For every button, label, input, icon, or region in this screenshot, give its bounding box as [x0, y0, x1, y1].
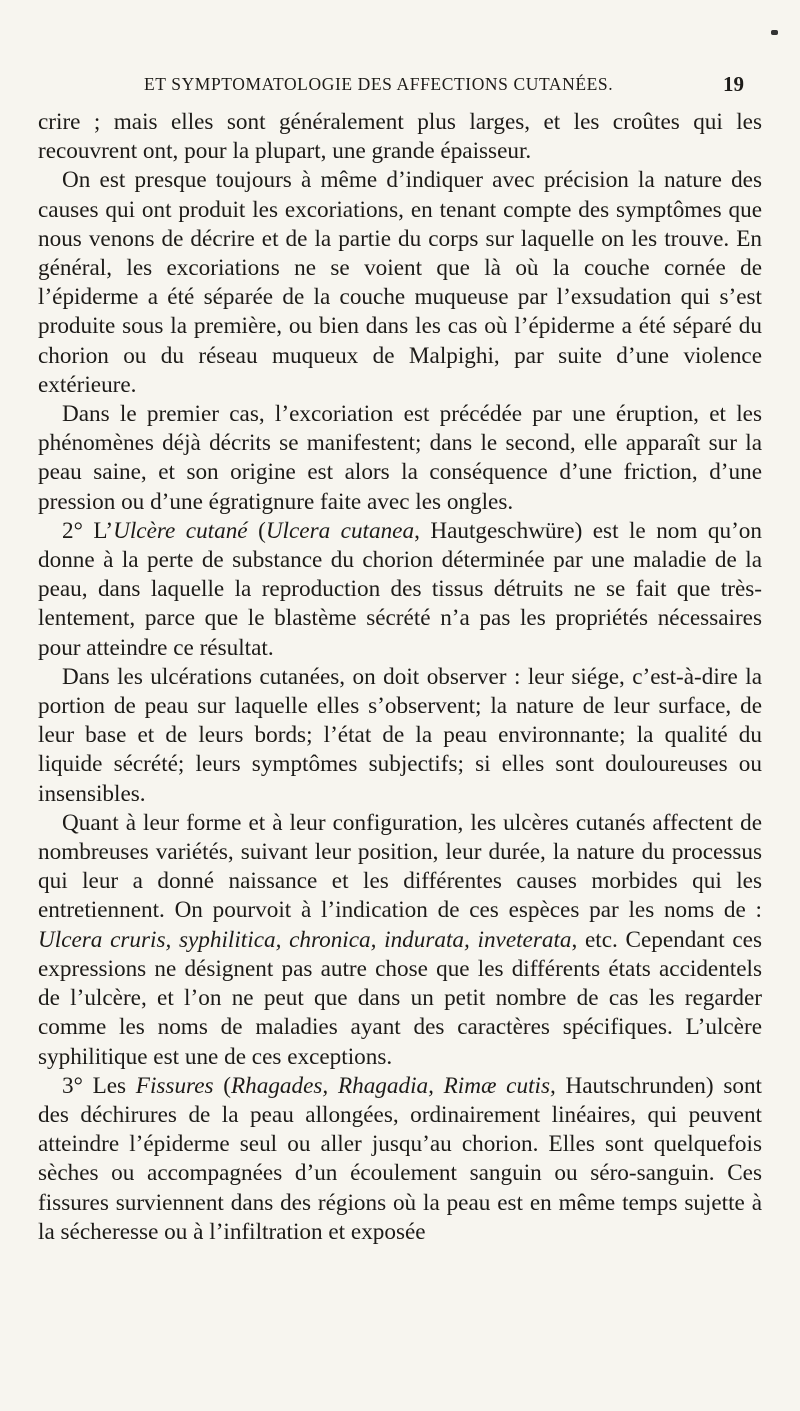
text-run: Quant à leur forme et à leur configuration, les ulcères cutanés affectent de nombreuses variétés, suivant leur position, leur durée, la nature du processus qui leur a donné naissance et les différentes causes morbides qui les entretiennent. On pourvoit à l’indication de ces espèces par les noms de :: [38, 809, 762, 924]
text-run: , etc. Cependant ces expressions ne désignent pas autre chose que les différents états accidentels de l’ulcère, et l’on ne peut que dans un petit nombre de cas les regarder comme les noms de maladies ayant des caractères spécifiques. L’ulcère syphilitique est une de ces exceptions.: [38, 926, 762, 1070]
paragraph-fissures: [38, 1072, 762, 1247]
paragraph-ulcere-cutane: [38, 517, 762, 663]
text-run: 2° L’: [62, 517, 114, 544]
italic-term: Fissures: [135, 1072, 214, 1099]
page-number: 19: [723, 72, 744, 96]
text-run: Hautschrunden) sont des déchirures de la peau allongées, ordinairement linéaires, qui peuvent atteindre l’épiderme seul ou aller jusqu’au chorion. Elles sont quelquefois sèches ou accompagnées d’un écoulement sanguin ou séro-sanguin. Ces fissures surviennent dans des régions où la peau est en même temps sujette à la sécheresse ou à l’infiltration et exposée: [38, 1072, 762, 1245]
running-title: ET SYMPTOMATOLOGIE DES AFFECTIONS CUTANÉES.: [144, 74, 614, 94]
text-run: , Hautgeschwüre) est le nom qu’on donne à la perte de substance du chorion déterminée par une maladie de la peau, dans laquelle la reproduction des tissus détruits ne se fait que très-lentement, parce que le blastème sécrété n’a pas les propriétés nécessaires pour atteindre ce résultat.: [38, 517, 762, 661]
italic-term: Ulcera cutanea: [265, 517, 415, 544]
body-text: [38, 108, 762, 1247]
text-run: (: [247, 517, 266, 544]
italic-term: Rhagades, Rhagadia, Rimæ cutis,: [230, 1072, 556, 1099]
text-run: (: [213, 1072, 231, 1099]
paragraph-excoriation-cases: Dans le premier cas, l’excoriation est précédée par une éruption, et les phénomènes déjà décrits se manifestent; dans le second, elle apparaît sur la peau saine, et son origine est alors la conséquence d’une friction, d’une pression ou d’une égratignure faite avec les ongles.: [38, 401, 762, 515]
italic-term: Ulcère cutané: [113, 517, 248, 544]
ink-speck: [771, 30, 778, 35]
page-header: [38, 74, 748, 104]
paragraph-ulcere-forms: [38, 809, 762, 1072]
text-run: 3° Les: [62, 1072, 136, 1099]
paragraph-continuation: crire ; mais elles sont généralement plus larges, et les croûtes qui les recouvrent ont, pour la plupart, une grande épaisseur.: [38, 109, 762, 165]
paragraph-ulceration-observation: Dans les ulcérations cutanées, on doit observer : leur siége, c’est-à-dire la portion de peau sur laquelle elles s’observent; la nature de leur surface, de leur base et de leurs bords; l’état de la peau environnante; la qualité du liquide sécrété; leurs symptômes subjectifs; si elles sont douloureuses ou insensibles.: [38, 663, 762, 807]
paragraph-excoriation-causes: On est presque toujours à même d’indiquer avec précision la nature des causes qui ont produit les excoriations, en tenant compte des symptômes que nous venons de décrire et de la partie du corps sur laquelle on les trouve. En général, les excoriations ne se voient que là où la couche cornée de l’épiderme a été séparée de la couche muqueuse par l’exsudation qui s’est produite sous la première, ou bien dans les cas où l’épiderme a été séparé du chorion ou du réseau muqueux de Malpighi, par suite d’une violence extérieure.: [38, 167, 762, 398]
italic-term: Ulcera cruris, syphilitica, chronica, indurata, inveterata: [38, 926, 572, 953]
